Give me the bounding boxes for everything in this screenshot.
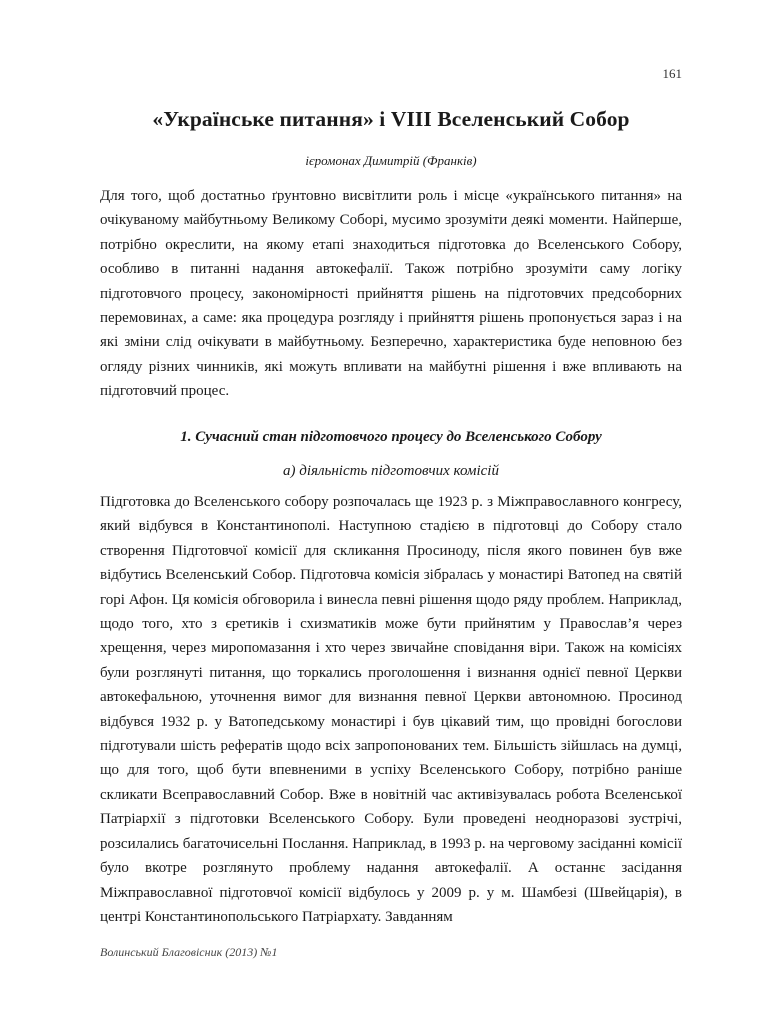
page-number: 161 (662, 66, 682, 81)
section-heading: 1. Сучасний стан підготовчого процесу до Вселенського Собору (180, 429, 602, 445)
article-title: «Українське питання» і VIII Вселенський Собор (152, 107, 630, 131)
section-paragraph: Підготовка до Вселенського собору розпочалась ще 1923 р. з Міжправославного конгресу, який відбувся в Константинополі. Наступною стадією в підготовці до Собору стало створення Підготовчої комісії для скликання Просиноду, після якого повинен був вже відбутись Вселенський Собор. Підготовча комісія зібралась у монастирі Ватопед на святій горі Афон. Ця комісія обговорила і винесла певні рішення щодо ряду проблем. Наприклад, щодо того, хто з єретиків і схизматиків може бути прийнятим у Православ’я через хрещення, через миропомазання і хто через звичайне сповідання віри. Також на комісіях були розглянуті питання, що торкались проголошення і визнання однієї певної Церкви автокефальною, уточнення вимог для визнання певної Церкви автономною. Просинод відбувся 1932 р. у Ватопедському монастирі і був цікавий тим, що провідні богослови підготували шість рефератів щодо всіх запропонованих тем. Більшість зійшлась на думці, що для того, щоб бути впевненими в успіху Вселенського Собору, потрібно раніше скликати Всеправославний Собор. Вже в новітній час активізувалась робота Вселенської Патріархії з підготовки Вселенського Собору. Були проведені неодноразові зустрічі, розсилались багаточисельні Послання. Наприклад, в 1993 р. на черговому засіданні комісії було вкотре розглянуто проблему надання автокефалії. А останнє засідання Міжправославної підготовчої комісії відбулось у 2009 р. у м. Шамбезі (Швейцарія), в центрі Константинопольського Патріархату. Завданням (100, 494, 682, 925)
article-author: ієромонах Димитрій (Франків) (305, 153, 477, 168)
intro-paragraph: Для того, щоб достатньо ґрунтовно висвітлити роль і місце «українського питання» на очікуваному майбутньому Великому Соборі, мусимо зрозуміти деякі моменти. Найперше, потрібно окреслити, на якому етапі знаходиться підготовка до Вселенського Собору, особливо в питанні надання автокефалії. Також потрібно зрозуміти саму логіку підготовчого процесу, закономірності прийняття рішень на підготовчих предсоборних перемовинах, а саме: яка процедура розгляду і прийняття рішень пропонується зараз і на які зміни слід очікувати в майбутньому. Безперечно, характеристика буде неповною без огляду різних чинників, які можуть впливати на майбутні рішення і вже впливають на підготовчий процес. (100, 188, 682, 400)
journal-footer: Волинський Благовісник (2013) №1 (100, 945, 278, 959)
document-page (100, 0, 682, 1024)
subsection-heading: а) діяльність підготовчих комісій (283, 463, 499, 479)
